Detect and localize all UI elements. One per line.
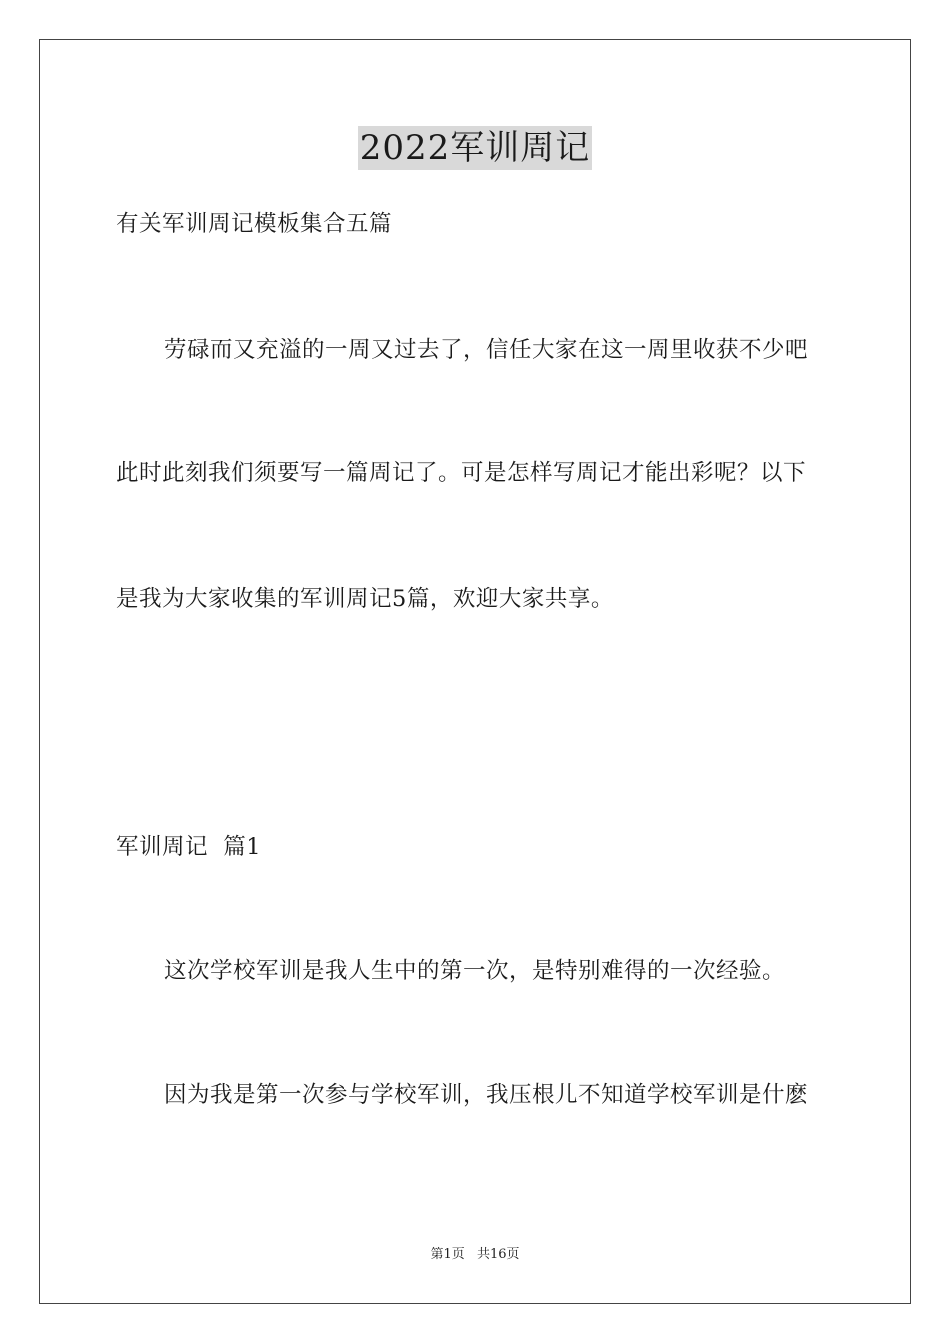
body-line-2: 因为我是第一次参与学校军训，我压根儿不知道学校军训是什麽 xyxy=(164,1082,809,1108)
title-container xyxy=(0,126,950,170)
intro-line-3: 是我为大家收集的军训周记5篇，欢迎大家共享。 xyxy=(116,586,614,612)
section-heading: 军训周记 篇1 xyxy=(116,834,262,860)
document-subtitle: 有关军训周记模板集合五篇 xyxy=(116,211,393,237)
document-title: 2022军训周记 xyxy=(359,128,591,168)
intro-line-2: 此时此刻我们须要写一篇周记了。可是怎样写周记才能出彩呢？以下 xyxy=(116,460,807,486)
page-number: 第1页 xyxy=(430,1247,465,1262)
intro-line-1: 劳碌而又充溢的一周又过去了，信任大家在这一周里收获不少吧 xyxy=(164,337,809,363)
page-footer xyxy=(0,1246,950,1264)
body-line-1: 这次学校军训是我人生中的第一次，是特别难得的一次经验。 xyxy=(164,958,786,984)
total-pages: 共16页 xyxy=(476,1247,520,1262)
